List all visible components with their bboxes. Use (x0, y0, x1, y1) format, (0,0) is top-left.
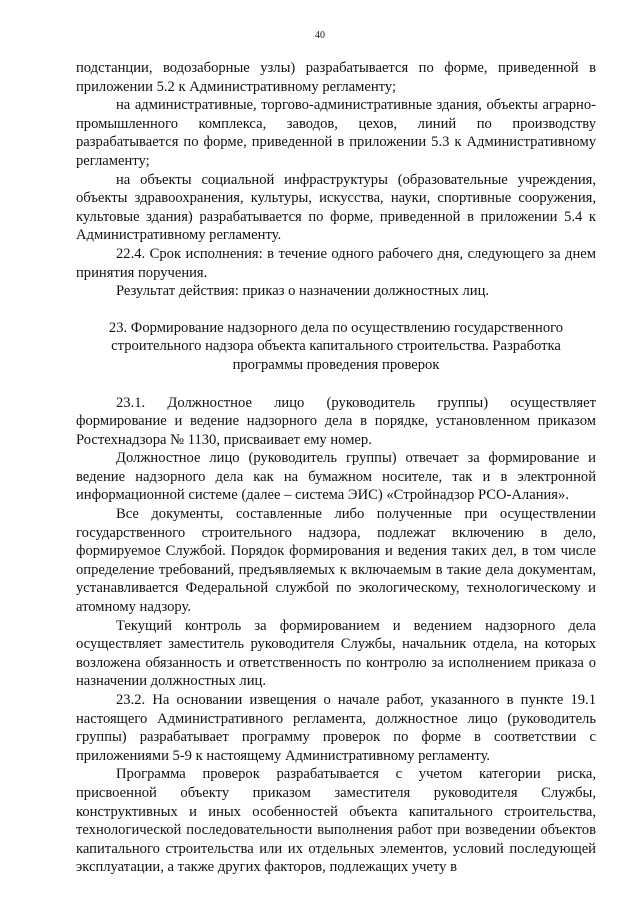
paragraph-23-1: 23.1. Должностное лицо (руководитель группы) осуществляет формирование и ведение надзорного дела в порядке, установленном приказом Ростехнадзора № 1130, присваивает ему номер. (76, 394, 596, 448)
paragraph-social-infrastructure: на объекты социальной инфраструктуры (образовательные учреждения, объекты здравоохранения, культуры, искусства, науки, спортивные сооружения, культовые здания) разрабатывается по форме, приведенной в приложении 5.4 к Административному регламенту. (76, 171, 596, 244)
paragraph-action-result: Результат действия: приказ о назначении должностных лиц. (116, 283, 490, 300)
paragraph-substations: подстанции, водозаборные узлы) разрабатывается по форме, приведенной в приложении 5.2 к Административному регламенту; (76, 60, 596, 95)
paragraph-responsible-official: Должностное лицо (руководитель группы) отвечает за формирование и ведение надзорного дела как на бумажном носителе, так и в электронной информационной системе (далее – система ЭИС) «Стройнадзор РСО-Алания». (76, 450, 596, 504)
paragraph-administrative-buildings: на административные, торгово-административные здания, объекты аграрно-промышленного комплекса, заводов, цехов, линий по производству разрабатывается по форме, приведенной в приложении 5.3 к Административному регламенту; (76, 97, 596, 169)
paragraph-all-documents: Все документы, составленные либо полученные при осуществлении государственного строительного надзора, подлежат включению в дело, формируемое Службой. Порядок формирования и ведения таких дел, в том числе определение требований, предъявляемых к включаемым в такие дела документам, устанавливается Федеральной службой по экологическому, технологическому и атомному надзору. (76, 506, 596, 616)
document-body (76, 59, 596, 877)
paragraph-22-4-deadline: 22.4. Срок исполнения: в течение одного рабочего дня, следующего за днем принятия поручения. (76, 245, 596, 281)
page-number: 40 (315, 30, 325, 41)
paragraph-current-control: Текущий контроль за формированием и ведением надзорного дела осуществляет заместитель руководителя Службы, начальник отдела, на которых возложена обязанность и ответственность по контролю за исполнением приказа о назначении должностных лиц. (76, 617, 596, 690)
paragraph-23-2: 23.2. На основании извещения о начале работ, указанного в пункте 19.1 настоящего Административного регламента, должностное лицо (руководитель группы) разрабатывает программу проверок по форме в соответствии с приложениями 5-9 к настоящему Административному регламенту. (76, 692, 596, 764)
section-heading-23: 23. Формирование надзорного дела по осуществлению государственного строительного надзора объекта капитального строительства. Разработка программы проведения проверок (108, 319, 564, 373)
paragraph-inspection-program: Программа проверок разрабатывается с учетом категории риска, присвоенной объекту приказом заместителя руководителя Службы, конструктивных и иных особенностей объекта капитального строительства, технологической последовательности выполнения работ при возведении объектов капитального строительства или их отдельных элементов, условий последующей эксплуатации, а также других факторов, подлежащих учету в (76, 766, 596, 876)
